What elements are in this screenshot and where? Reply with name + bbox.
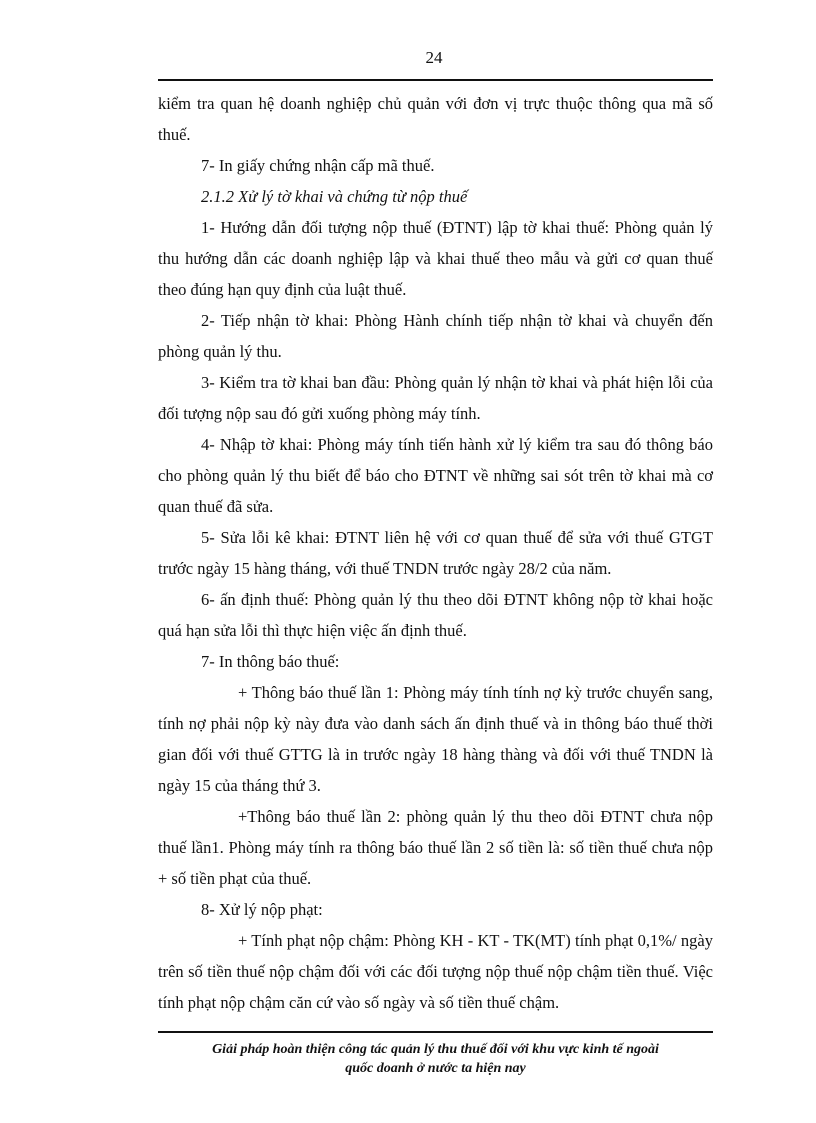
paragraph-item-6: 6- ấn định thuế: Phòng quản lý thu theo dõi ĐTNT không nộp tờ khai hoặc quá hạn sửa lỗi thì thực hiện việc ấn định thuế. bbox=[158, 590, 713, 640]
footer-line-1: Giải pháp hoàn thiện công tác quản lý thu thuế đối với khu vực kinh tế ngoài bbox=[212, 1042, 659, 1057]
paragraph-item-1: 1- Hướng dẫn đối tượng nộp thuế (ĐTNT) lập tờ khai thuế: Phòng quản lý thu hướng dẫn các doanh nghiệp lập và khai thuế theo mẫu và gửi cơ quan thuế theo đúng hạn quy định của luật thuế. bbox=[158, 218, 713, 299]
paragraph-notice-1: + Thông báo thuế lần 1: Phòng máy tính tính nợ kỳ trước chuyển sang, tính nợ phải nộp kỳ này đưa vào danh sách ấn định thuế và in thông báo thuế thời gian đối với thuế GTTG là in trước ngày 18 hàng thàng và đối với thuế TNDN là ngày 15 của tháng thứ 3. bbox=[158, 683, 713, 795]
paragraph-item-3: 3- Kiểm tra tờ khai ban đầu: Phòng quản lý nhận tờ khai và phát hiện lỗi của đối tượng nộp sau đó gửi xuống phòng máy tính. bbox=[158, 373, 713, 423]
paragraph-late-penalty: + Tính phạt nộp chậm: Phòng KH - KT - TK(MT) tính phạt 0,1%/ ngày trên số tiền thuế nộp chậm đối với các đối tượng nộp thuế nộp chậm tiền thuế. Việc tính phạt nộp chậm căn cứ vào số ngày và số tiền thuế chậm. bbox=[158, 931, 713, 1012]
paragraph-notice-2: +Thông báo thuế lần 2: phòng quản lý thu theo dõi ĐTNT chưa nộp thuế lần1. Phòng máy tính ra thông báo thuế lần 2 số tiền là: số tiền thuế chưa nộp + số tiền phạt của thuế. bbox=[158, 807, 713, 888]
paragraph-item-5: 5- Sửa lỗi kê khai: ĐTNT liên hệ với cơ quan thuế để sửa với thuế GTGT trước ngày 15 hàng tháng, với thuế TNDN trước ngày 28/2 của năm. bbox=[158, 528, 713, 578]
document-body bbox=[158, 88, 713, 1018]
paragraph-item-7-certificate: 7- In giấy chứng nhận cấp mã thuế. bbox=[201, 156, 435, 175]
footer-divider bbox=[158, 1031, 713, 1033]
paragraph-item-2: 2- Tiếp nhận tờ khai: Phòng Hành chính tiếp nhận tờ khai và chuyển đến phòng quản lý thu. bbox=[158, 311, 713, 361]
section-heading-2-1-2: 2.1.2 Xử lý tờ khai và chứng từ nộp thuế bbox=[201, 187, 468, 206]
paragraph-item-7: 7- In thông báo thuế: bbox=[201, 652, 340, 671]
paragraph-item-8: 8- Xử lý nộp phạt: bbox=[201, 900, 323, 919]
paragraph-item-4: 4- Nhập tờ khai: Phòng máy tính tiến hành xử lý kiểm tra sau đó thông báo cho phòng quản lý thu biết để báo cho ĐTNT về những sai sót trên tờ khai mà cơ quan thuế đã sửa. bbox=[158, 435, 713, 516]
footer-line-2: quốc doanh ở nước ta hiện nay bbox=[345, 1061, 526, 1076]
running-footer bbox=[158, 1040, 713, 1078]
paragraph-continuation: kiểm tra quan hệ doanh nghiệp chủ quản với đơn vị trực thuộc thông qua mã số thuế. bbox=[158, 94, 713, 144]
header-divider bbox=[158, 79, 713, 81]
page-number: 24 bbox=[425, 48, 443, 67]
